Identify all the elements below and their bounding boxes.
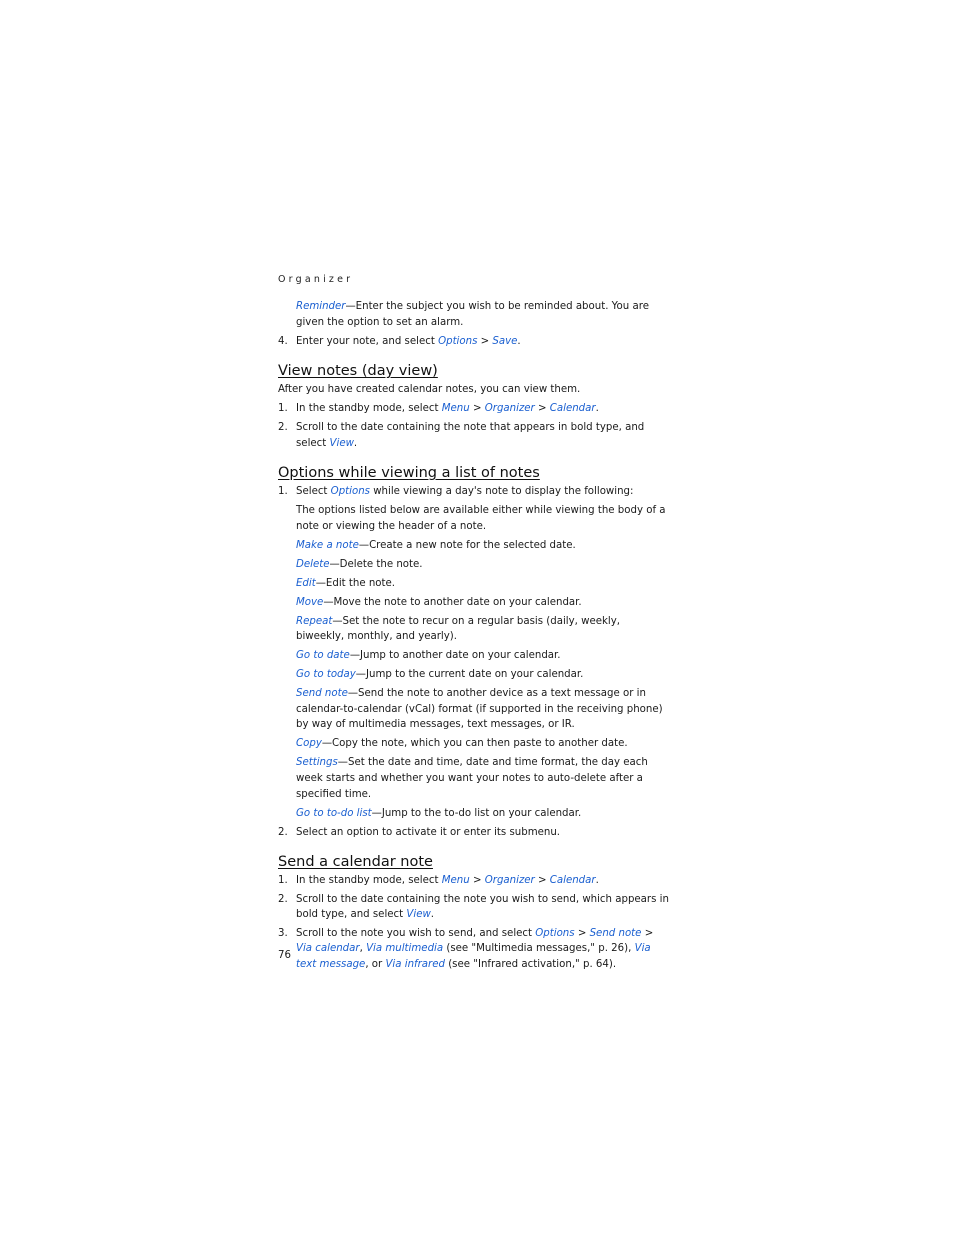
option-key: Move [296, 596, 324, 608]
view-notes-steps [278, 401, 670, 451]
separator: > [469, 403, 485, 415]
send-step-1 [278, 873, 670, 889]
keyword-view: View [329, 437, 354, 449]
separator: > [641, 927, 654, 939]
step-number: 3. [278, 927, 288, 939]
period: . [353, 437, 358, 449]
option-desc: —Copy the note, which you can then paste to another date. [321, 738, 628, 750]
heading-options-list: Options while viewing a list of notes [278, 465, 540, 482]
intro-steps [278, 334, 670, 350]
view-step-1 [278, 401, 670, 417]
option-key: Edit [296, 577, 316, 589]
step-text: Scroll to the note you wish to send, and select [296, 927, 536, 939]
option-go-to-date [296, 648, 670, 664]
step-text: In the standby mode, select [296, 875, 442, 887]
option-desc: —Set the date and time, date and time format, the day each week starts and whether you want your notes to auto-delete after a specified time. [296, 757, 648, 800]
step-text: In the standby mode, select [296, 403, 442, 415]
step-text: Scroll to the date containing the note you wish to send, which appears in bold type, and select [296, 893, 669, 921]
option-key: Copy [296, 738, 322, 750]
step-text: Select an option to activate it or enter its submenu. [296, 826, 561, 838]
option-copy [296, 736, 670, 752]
keyword-send-note: Send note [589, 927, 642, 939]
cross-reference: (see "Infrared activation," p. 64). [444, 959, 617, 971]
conjunction: , or [365, 959, 386, 971]
option-key: Settings [296, 757, 338, 769]
options-step-2 [278, 825, 670, 841]
option-go-to-todo [296, 806, 670, 822]
page-content [278, 274, 670, 976]
options-steps-2 [278, 825, 670, 841]
step-number: 1. [278, 403, 288, 415]
keyword-via-infrared: Via infrared [385, 959, 445, 971]
reminder-option [296, 299, 670, 330]
keyword-options: Options [438, 335, 478, 347]
keyword-menu: Menu [441, 875, 470, 887]
keyword-options: Options [535, 927, 575, 939]
keyword-view: View [406, 909, 431, 921]
option-desc: —Set the note to recur on a regular basis (daily, weekly, biweekly, monthly, and yearly). [296, 615, 620, 643]
option-desc: —Create a new note for the selected date. [358, 539, 576, 551]
option-edit [296, 576, 670, 592]
step-number: 2. [278, 893, 288, 905]
step-text: Scroll to the date containing the note that appears in bold type, and select [296, 421, 645, 449]
option-key: Repeat [296, 615, 333, 627]
keyword-menu: Menu [441, 403, 470, 415]
option-desc: —Jump to the current date on your calendar. [355, 669, 584, 681]
keyword-organizer: Organizer [484, 875, 535, 887]
heading-send-note: Send a calendar note [278, 854, 433, 871]
option-go-to-today [296, 667, 670, 683]
period: . [595, 875, 599, 887]
keyword-calendar: Calendar [549, 403, 596, 415]
period: . [430, 909, 435, 921]
keyword-calendar: Calendar [549, 875, 596, 887]
option-send-note [296, 686, 670, 733]
option-key: Delete [296, 558, 330, 570]
option-key: Send note [296, 688, 348, 700]
send-note-steps [278, 873, 670, 973]
option-delete [296, 557, 670, 573]
step-text: Select [296, 486, 331, 498]
option-move [296, 595, 670, 611]
option-key: Go to today [296, 669, 356, 681]
options-note: The options listed below are available either while viewing the body of a note or viewing the header of a note. [296, 505, 666, 532]
separator: > [534, 875, 550, 887]
view-step-2 [278, 420, 670, 451]
send-step-3 [278, 926, 670, 973]
step-number: 2. [278, 421, 288, 433]
option-desc: —Jump to the to-do list on your calendar. [371, 807, 582, 819]
page-number: 76 [278, 950, 291, 961]
separator: > [477, 335, 493, 347]
step-number: 1. [278, 875, 288, 887]
period: . [517, 335, 521, 347]
keyword-via-multimedia: Via multimedia [366, 943, 444, 955]
reminder-desc: —Enter the subject you wish to be reminded about. You are given the option to set an alarm. [296, 301, 649, 328]
cross-reference: (see "Multimedia messages," p. 26), [443, 943, 635, 955]
option-key: Make a note [296, 539, 359, 551]
option-key: Go to to-do list [296, 807, 372, 819]
step-text: Enter your note, and select [296, 335, 439, 347]
section-header: Organizer [278, 274, 354, 285]
keyword-via-text-message: Via text message [296, 943, 651, 971]
option-desc: —Move the note to another date on your calendar. [323, 596, 582, 608]
option-key: Go to date [296, 650, 350, 662]
step-number: 1. [278, 486, 288, 498]
option-desc: —Send the note to another device as a text message or in calendar-to-calendar (vCal) format (if supported in the receiving phone) by way of multimedia messages, text messages, or IR. [296, 688, 663, 731]
period: . [595, 403, 599, 415]
send-step-2 [278, 892, 670, 923]
step-4 [278, 334, 670, 350]
step-number: 2. [278, 826, 288, 838]
keyword-options: Options [330, 486, 370, 498]
separator: > [534, 403, 550, 415]
options-step-1 [278, 484, 670, 500]
options-steps [278, 484, 670, 500]
keyword-save: Save [492, 335, 518, 347]
comma: , [359, 943, 367, 955]
view-notes-lead: After you have created calendar notes, you can view them. [278, 384, 581, 396]
keyword-organizer: Organizer [484, 403, 535, 415]
option-desc: —Delete the note. [329, 558, 423, 570]
separator: > [469, 875, 485, 887]
heading-view-notes: View notes (day view) [278, 363, 438, 380]
step-text: while viewing a day's note to display the following: [369, 486, 634, 498]
option-repeat [296, 614, 670, 645]
keyword-via-calendar: Via calendar [296, 943, 360, 955]
option-make-note [296, 538, 670, 554]
option-desc: —Edit the note. [315, 577, 396, 589]
reminder-key: Reminder [296, 301, 346, 312]
option-settings [296, 755, 670, 802]
step-number: 4. [278, 335, 288, 347]
option-desc: —Jump to another date on your calendar. [349, 650, 561, 662]
separator: > [574, 927, 590, 939]
